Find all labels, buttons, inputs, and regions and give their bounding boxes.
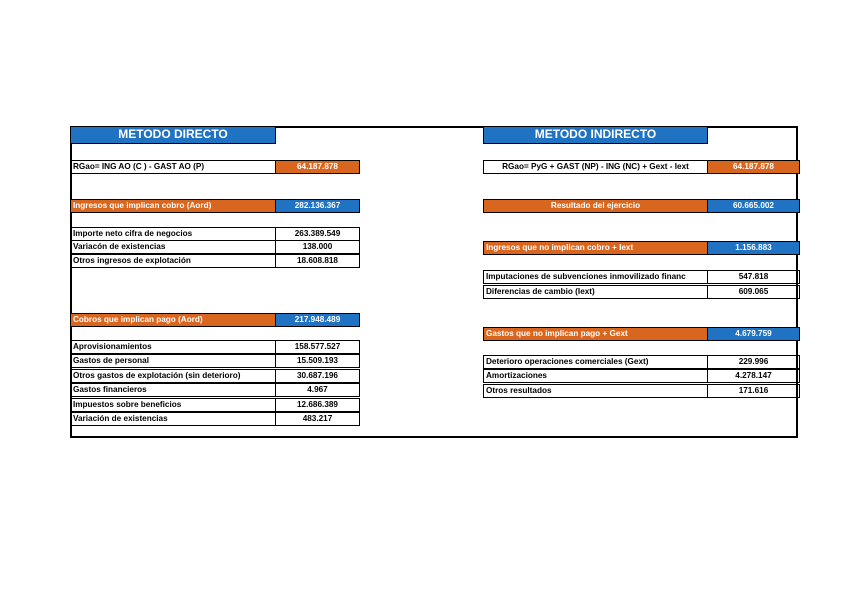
directo-ingresos-label: Ingresos que implican cobro (Aord) [70,199,276,213]
directo-cobros-item-value: 15.509.193 [275,354,360,368]
directo-ingresos-item-value: 138.000 [275,240,360,254]
directo-cobros-value: 217.948.489 [275,313,360,327]
directo-cobros-item-value: 483.217 [275,412,360,426]
directo-ingresos-item-label: Importe neto cifra de negocios [70,227,276,241]
indirecto-gastos-item-value: 229.996 [707,355,800,369]
metodo-indirecto-title: METODO INDIRECTO [483,126,708,144]
indirecto-gastos-item-value: 4.278.147 [707,369,800,383]
indirecto-ingresos-item-label: Imputaciones de subvenciones inmovilizado financ [483,270,708,284]
directo-cobros-item-value: 30.687.196 [275,369,360,383]
indirecto-gastos-item-value: 171.616 [707,384,800,398]
indirecto-gastos-item-label: Amortizaciones [483,369,708,383]
directo-cobros-label: Cobros que implican pago (Aord) [70,313,276,327]
directo-cobros-item-label: Impuestos sobre beneficios [70,398,276,412]
directo-cobros-item-value: 4.967 [275,383,360,397]
indirecto-rgao-label: RGao= PyG + GAST (NP) - ING (NC) + Gext - Iext [483,160,708,174]
directo-ingresos-item-value: 263.389.549 [275,227,360,241]
directo-ingresos-item-label: Variacón de existencias [70,240,276,254]
indirecto-ingresos-item-value: 609.065 [707,285,800,299]
indirecto-gastos-item-label: Deterioro operaciones comerciales (Gext) [483,355,708,369]
directo-cobros-item-label: Gastos financieros [70,383,276,397]
indirecto-resultado-label: Resultado del ejercicio [483,199,708,213]
indirecto-gastos-label: Gastos que no implican pago + Gext [483,327,708,341]
indirecto-ingresos-value: 1.156.883 [707,241,800,255]
indirecto-gastos-item-label: Otros resultados [483,384,708,398]
directo-cobros-item-label: Aprovisionamientos [70,340,276,354]
indirecto-rgao-value: 64.187.878 [707,160,800,174]
directo-ingresos-item-value: 18.608.818 [275,254,360,268]
directo-ingresos-value: 282.136.367 [275,199,360,213]
indirecto-gastos-value: 4.679.759 [707,327,800,341]
metodo-directo-title: METODO DIRECTO [70,126,276,144]
directo-rgao-label: RGao= ING AO (C ) - GAST AO (P) [70,160,276,174]
directo-cobros-item-label: Gastos de personal [70,354,276,368]
indirecto-ingresos-item-label: Diferencias de cambio (Iext) [483,285,708,299]
directo-cobros-item-value: 12.686.389 [275,398,360,412]
directo-cobros-item-label: Variación de existencias [70,412,276,426]
indirecto-ingresos-label: Ingresos que no implican cobro + Iext [483,241,708,255]
indirecto-resultado-value: 60.665.002 [707,199,800,213]
directo-cobros-item-value: 158.577.527 [275,340,360,354]
directo-rgao-value: 64.187.878 [275,160,360,174]
directo-ingresos-item-label: Otros ingresos de explotación [70,254,276,268]
indirecto-ingresos-item-value: 547.818 [707,270,800,284]
directo-cobros-item-label: Otros gastos de explotación (sin deterioro) [70,369,276,383]
